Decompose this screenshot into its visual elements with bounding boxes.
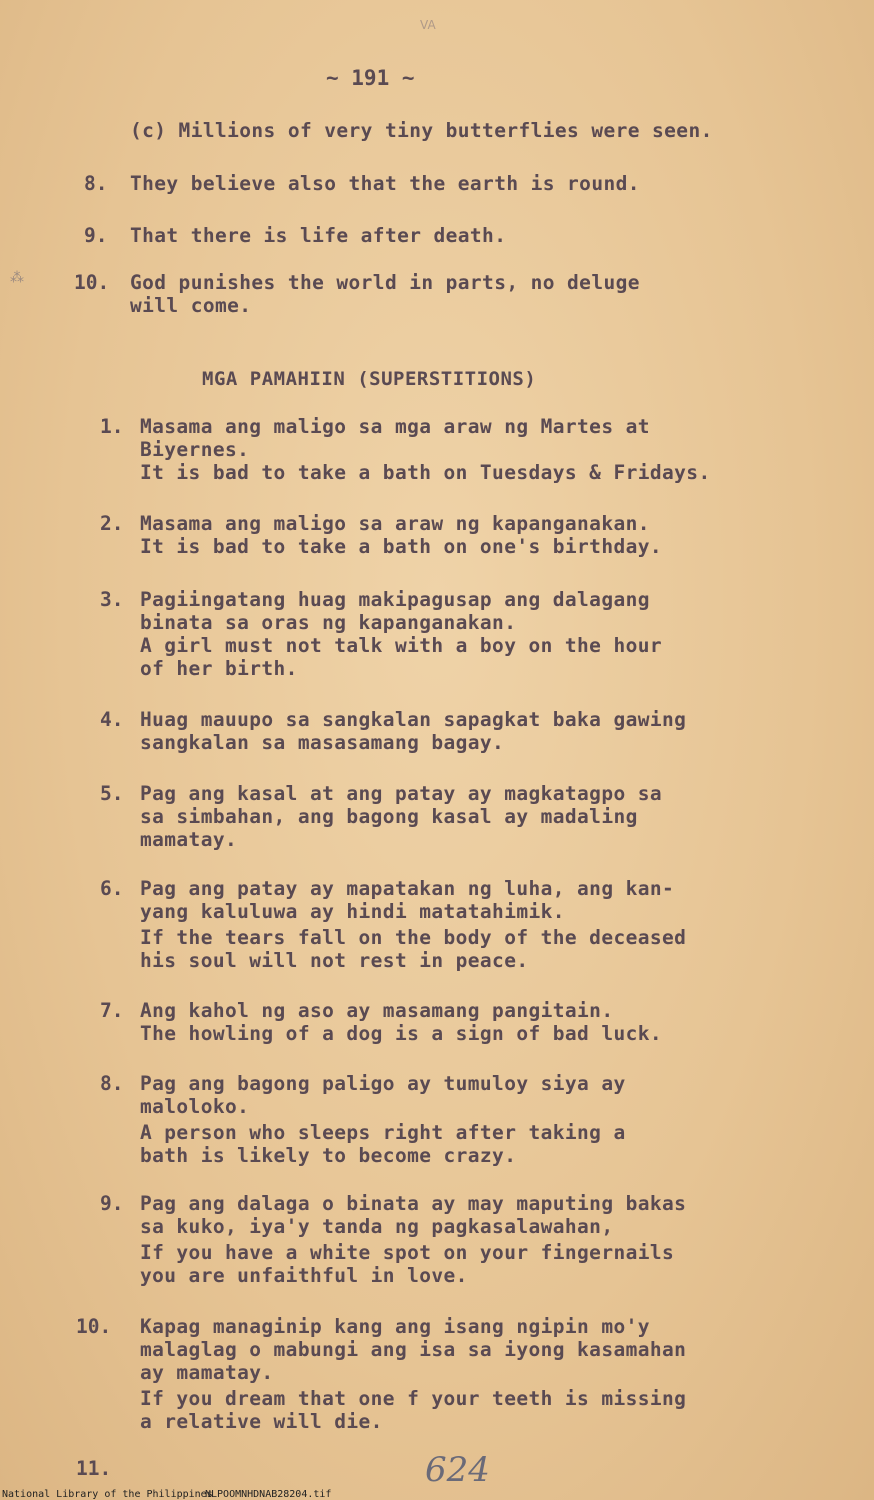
superstition-line: of her birth. <box>140 657 298 680</box>
superstition-line: A girl must not talk with a boy on the hour <box>140 634 663 657</box>
top-item-line: That there is life after death. <box>130 224 507 247</box>
top-item-number: 10. <box>74 271 110 294</box>
top-item-line: God punishes the world in parts, no deluge <box>130 271 640 294</box>
superstition-line: Pagiingatang huag makipagusap ang dalagang <box>140 588 650 611</box>
superstition-line: If you dream that one f your teeth is missing <box>140 1387 687 1410</box>
superstition-line: bath is likely to become crazy. <box>140 1144 517 1167</box>
superstition-line: Pag ang kasal at ang patay ay magkatagpo sa <box>140 782 663 805</box>
archive-stamp: VA <box>420 18 436 32</box>
footer-filename: NLPOOMNHDNAB28204.tif <box>205 1489 332 1500</box>
superstition-line: binata sa oras ng kapanganakan. <box>140 611 517 634</box>
superstition-number: 4. <box>100 708 124 731</box>
superstition-line: Kapag managinip kang ang isang ngipin mo'y <box>140 1315 650 1338</box>
handwritten-page-number: 624 <box>425 1450 490 1490</box>
superstition-number: 5. <box>100 782 124 805</box>
top-item-line: will come. <box>130 294 252 317</box>
superstition-line: It is bad to take a bath on one's birthday. <box>140 535 663 558</box>
top-item-c-line: (c) Millions of very tiny butterflies were seen. <box>130 119 713 142</box>
superstition-line: Ang kahol ng aso ay masamang pangitain. <box>140 999 614 1022</box>
top-item-number: 9. <box>84 224 108 247</box>
margin-mark: ⁂ <box>10 270 24 286</box>
superstition-line: his soul will not rest in peace. <box>140 949 529 972</box>
superstition-line: If the tears fall on the body of the deceased <box>140 926 687 949</box>
superstition-number: 9. <box>100 1192 124 1215</box>
section-heading: MGA PAMAHIIN (SUPERSTITIONS) <box>202 368 537 390</box>
superstition-line: a relative will die. <box>140 1410 383 1433</box>
superstition-line: Huag mauupo sa sangkalan sapagkat baka gawing <box>140 708 687 731</box>
superstition-number: 7. <box>100 999 124 1022</box>
superstition-line: If you have a white spot on your fingernails <box>140 1241 675 1264</box>
superstition-number: 1. <box>100 415 124 438</box>
superstition-line: Masama ang maligo sa mga araw ng Martes at <box>140 415 650 438</box>
superstition-number: 2. <box>100 512 124 535</box>
superstition-line: sangkalan sa masasamang bagay. <box>140 731 505 754</box>
superstition-number: 8. <box>100 1072 124 1095</box>
superstition-line: yang kaluluwa ay hindi matatahimik. <box>140 900 565 923</box>
footer-library: National Library of the Philippines <box>2 1489 213 1500</box>
top-item-number: 8. <box>84 172 108 195</box>
superstition-line: Biyernes. <box>140 438 250 461</box>
superstition-line: ay mamatay. <box>140 1361 274 1384</box>
superstition-number: 6. <box>100 877 124 900</box>
superstition-line: maloloko. <box>140 1095 250 1118</box>
superstition-line: mamatay. <box>140 828 238 851</box>
superstition-line: Masama ang maligo sa araw ng kapanganakan. <box>140 512 650 535</box>
superstition-line: The howling of a dog is a sign of bad luck. <box>140 1022 663 1045</box>
superstition-number: 11. <box>76 1457 112 1480</box>
superstition-line: Pag ang dalaga o binata ay may maputing bakas <box>140 1192 687 1215</box>
superstition-line: Pag ang patay ay mapatakan ng luha, ang kan- <box>140 877 675 900</box>
superstition-line: Pag ang bagong paligo ay tumuloy siya ay <box>140 1072 626 1095</box>
top-item-line: They believe also that the earth is round. <box>130 172 640 195</box>
superstition-line: sa simbahan, ang bagong kasal ay madaling <box>140 805 638 828</box>
superstition-line: It is bad to take a bath on Tuesdays & Fridays. <box>140 461 711 484</box>
superstition-line: you are unfaithful in love. <box>140 1264 468 1287</box>
superstition-number: 3. <box>100 588 124 611</box>
superstition-line: sa kuko, iya'y tanda ng pagkasalawahan, <box>140 1215 614 1238</box>
superstition-number: 10. <box>76 1315 112 1338</box>
page-number: ~ 191 ~ <box>326 66 415 90</box>
superstition-line: A person who sleeps right after taking a <box>140 1121 626 1144</box>
superstition-line: malaglag o mabungi ang isa sa iyong kasamahan <box>140 1338 687 1361</box>
